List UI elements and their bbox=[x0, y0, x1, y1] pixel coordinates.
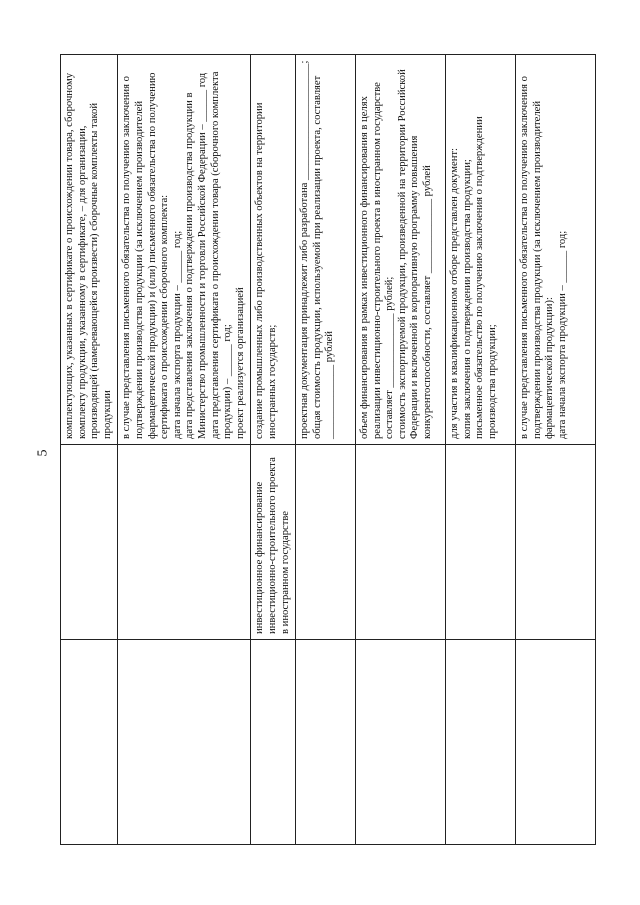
cell-right bbox=[251, 55, 296, 445]
cell-right bbox=[516, 55, 596, 445]
cell-middle: инвестиционное финансирование инвестиционно-строительного проекта в иностранном государстве bbox=[251, 445, 296, 640]
table-row bbox=[296, 55, 356, 845]
cell-paragraph: общая стоимость продукции, используемой при реализации проекта, составляет ______________ рублей bbox=[311, 75, 336, 439]
cell-middle bbox=[516, 445, 596, 640]
cell-left bbox=[251, 640, 296, 845]
cell-paragraph: дата начала экспорта продукции – ______ год; bbox=[171, 230, 183, 439]
cell-paragraph: проектная документация принадлежит либо разработана ______________________; bbox=[299, 60, 311, 439]
table-row bbox=[356, 55, 446, 845]
cell-middle bbox=[446, 445, 516, 640]
table-row bbox=[251, 55, 296, 845]
cell-paragraph: объем финансирования в рамках инвестиционного финансирования в целях реализации инвестиционно-строительного проекта в иностранном государстве составляет ______________ рублей; bbox=[359, 82, 396, 439]
cell-paragraph: проект реализуется организацией bbox=[234, 287, 246, 439]
cell-paragraph: дата начала экспорта продукции – ______ год; bbox=[556, 230, 568, 439]
cell-middle bbox=[118, 445, 251, 640]
cell-middle bbox=[356, 445, 446, 640]
cell-right bbox=[61, 55, 118, 445]
cell-paragraph: стоимость экспортируемой продукции, произведенной на территории Российской Федерации и включенной в корпоративную программу повышения конкурентоспособности, составляет ______________ рублей bbox=[396, 69, 434, 439]
cell-paragraph: копия заключения о подтверждении производства продукции; bbox=[461, 159, 473, 439]
cell-right bbox=[296, 55, 356, 445]
cell-middle bbox=[61, 445, 118, 640]
table-row bbox=[516, 55, 596, 845]
cell-paragraph: дата представления заключения о подтверждении производства продукции в Министерство промышленности и торговли Российской Федерации – ______ год bbox=[184, 72, 208, 439]
cell-paragraph: в случае представления письменного обязательства по получению заключения о подтверждении производства продукции (за исключением производителей фармацевтической продукции): bbox=[519, 76, 556, 439]
cell-left bbox=[356, 640, 446, 845]
cell-left bbox=[296, 640, 356, 845]
table-row bbox=[61, 55, 118, 845]
cell-right bbox=[118, 55, 251, 445]
cell-middle bbox=[296, 445, 356, 640]
cell-right bbox=[446, 55, 516, 445]
cell-paragraph: дата представления сертификата о происхождении товара (сборочного комплекта продукции) – ______ год; bbox=[209, 71, 234, 439]
cell-right bbox=[356, 55, 446, 445]
cell-paragraph: создание промышленных либо производственных объектов на территории иностранных государств; bbox=[254, 102, 278, 439]
cell-left bbox=[516, 640, 596, 845]
cell-paragraph: комплектующих, указанных в сертификате о происхождении товара, сборочному комплекту продукции, указанному в сертификате, – для организации, производящей (намеревающейся произвести) сборочные комплекты такой продукции bbox=[64, 72, 113, 439]
cell-left bbox=[446, 640, 516, 845]
project-table bbox=[60, 54, 596, 845]
table-row bbox=[446, 55, 516, 845]
cell-paragraph: в случае представления письменного обязательства по получению заключения о подтверждении производства продукции (за исключением производителей фармацевтической продукции) и (или) письменного обязательства по получению сертификата о происхождении сборочного комплекта: bbox=[121, 72, 171, 439]
cell-paragraph: для участия в квалификационном отборе представлен документ: bbox=[449, 148, 461, 439]
cell-paragraph: письменное обязательство по получению заключения о подтверждении производства продукции; bbox=[474, 116, 498, 439]
rotated-table-container bbox=[60, 55, 600, 845]
table-row bbox=[118, 55, 251, 845]
page-number: 5 bbox=[35, 449, 51, 457]
cell-left bbox=[118, 640, 251, 845]
cell-left bbox=[61, 640, 118, 845]
